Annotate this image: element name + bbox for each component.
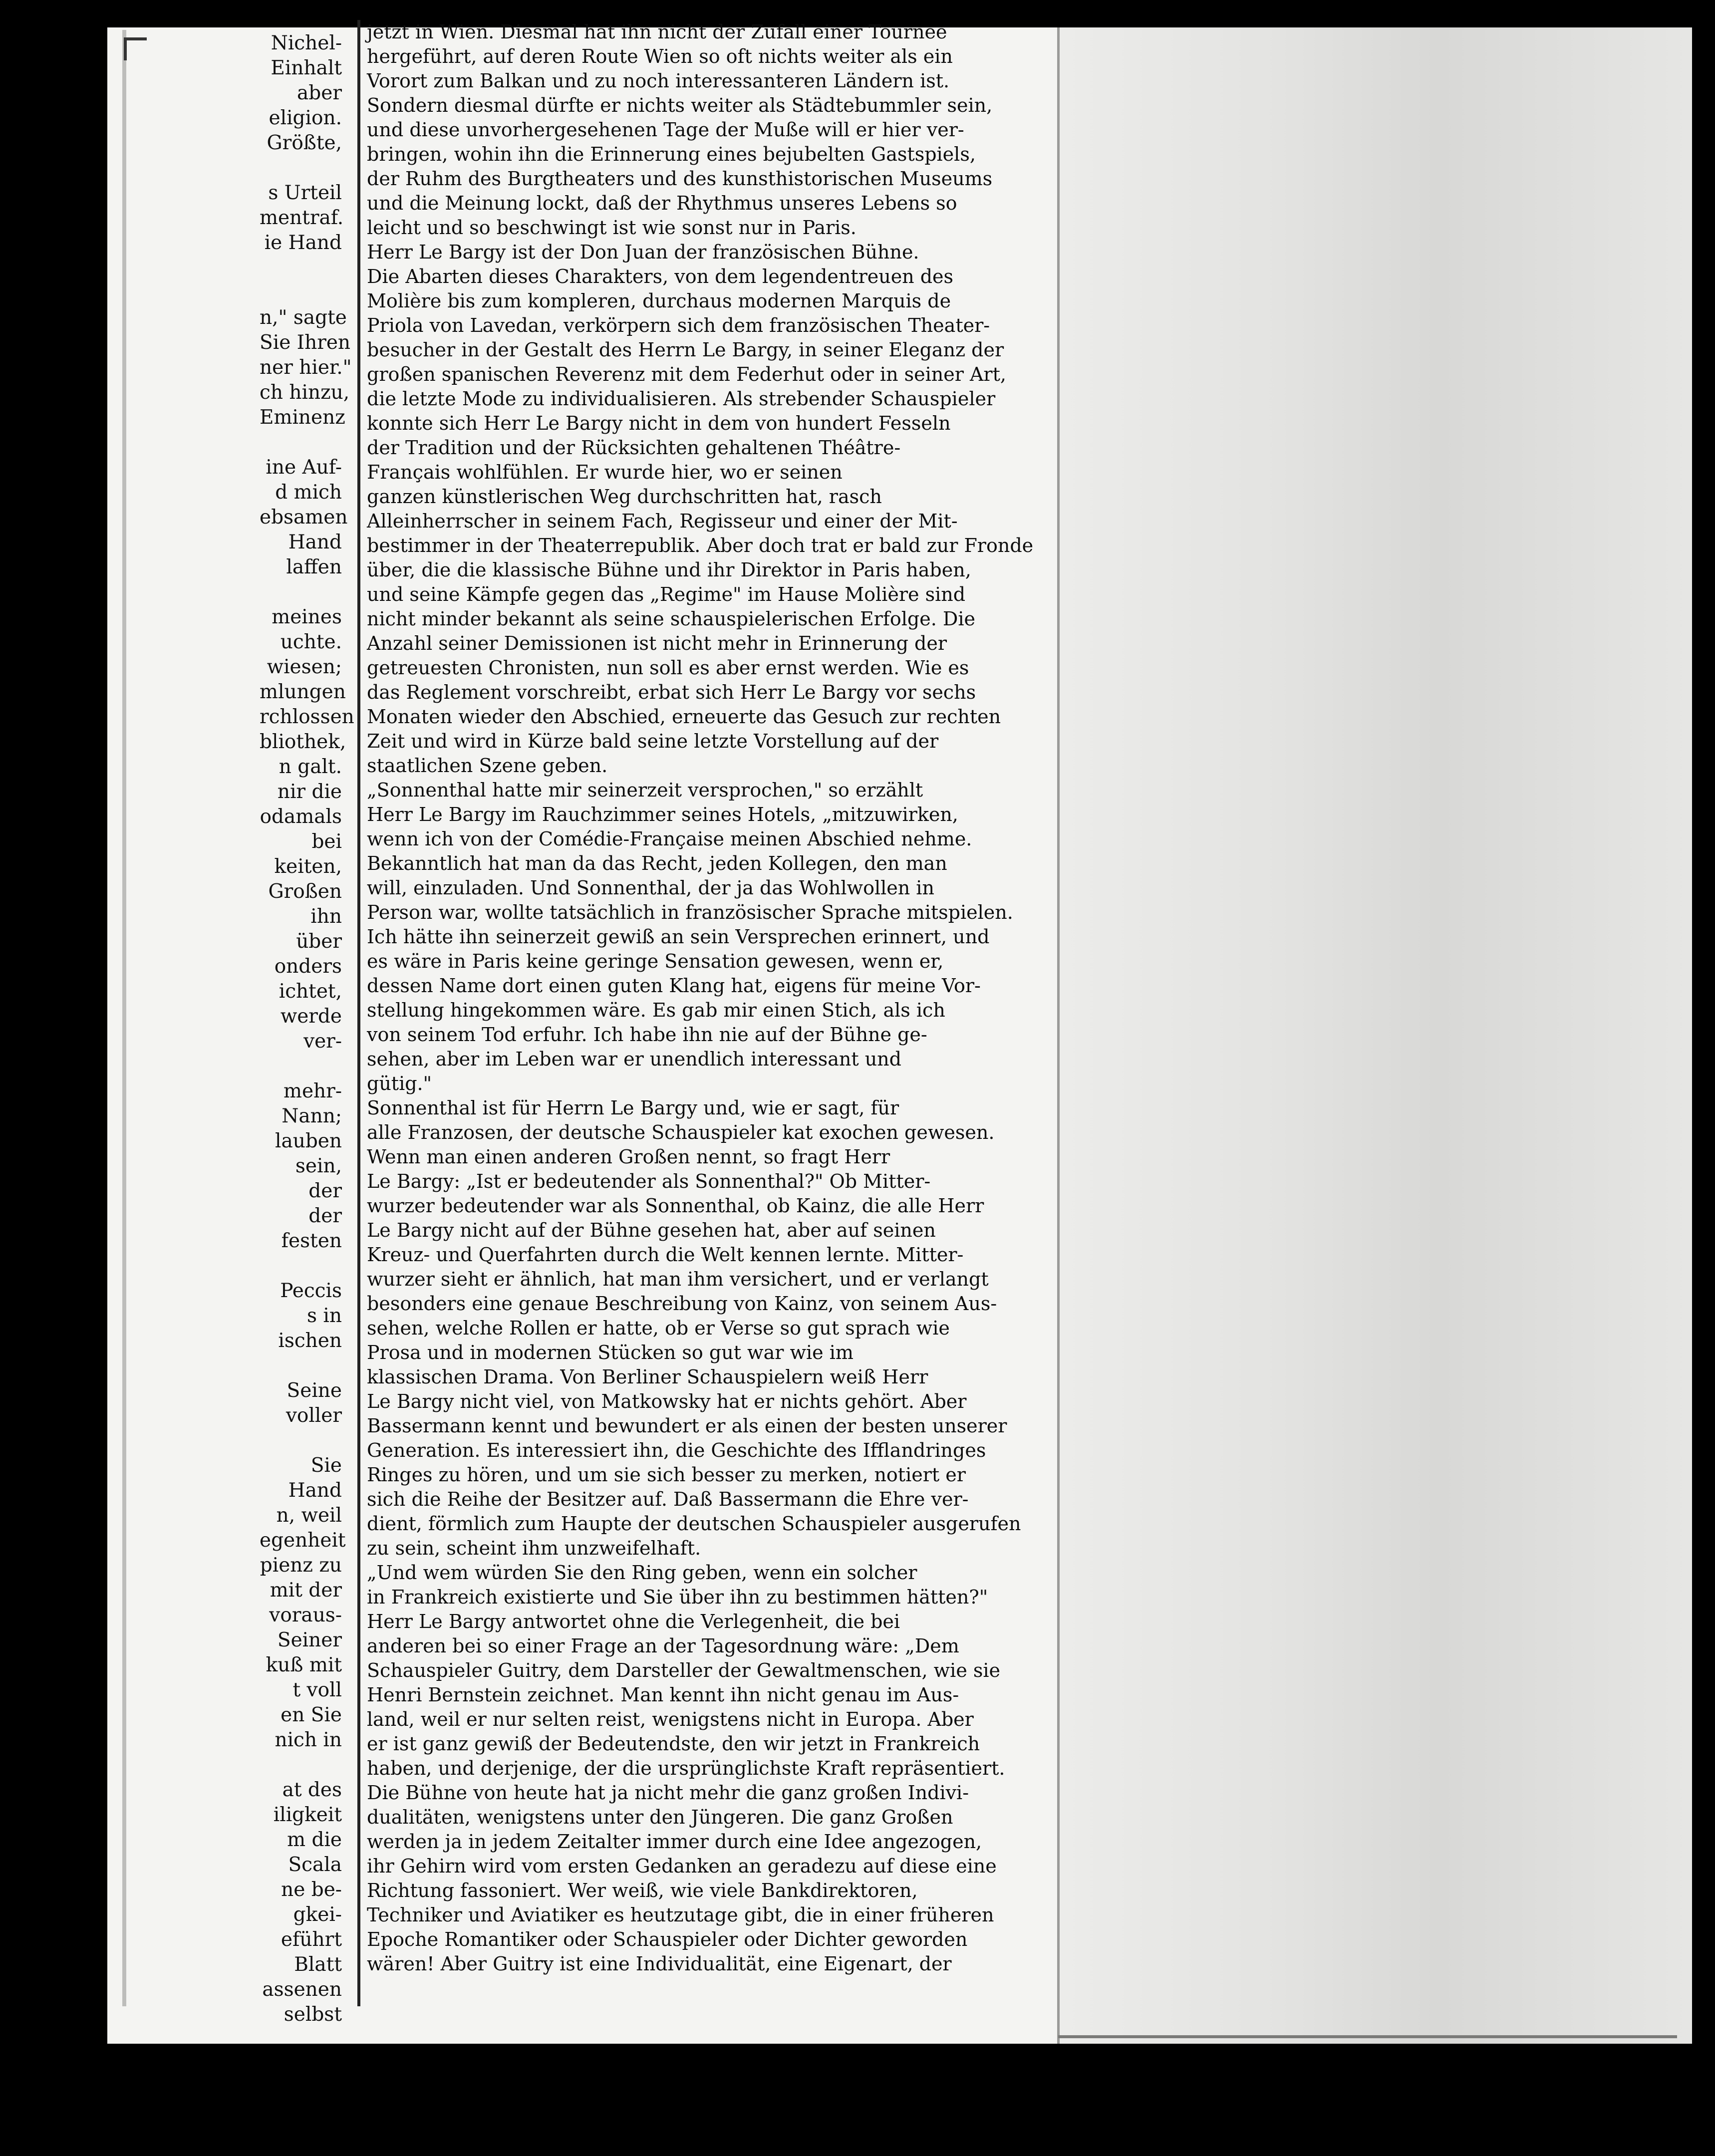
article-text-line: hergeführt, auf deren Route Wien so oft nichts weiter als ein xyxy=(367,45,953,67)
side-column-text-line: voraus- xyxy=(269,1604,342,1626)
article-text-line: werden ja in jedem Zeitalter immer durch eine Idee angezogen, xyxy=(367,1831,982,1853)
side-column-text-line: nich in xyxy=(275,1729,342,1751)
article-text-line: sehen, welche Rollen er hatte, ob er Verse so gut sprach wie xyxy=(367,1317,950,1339)
side-column-text-line: bei xyxy=(311,830,342,853)
side-column-text-line: kuß mit xyxy=(266,1654,342,1676)
side-column-text-line: Seine xyxy=(286,1379,342,1402)
article-text-line: jetzt in Wien. Diesmal hat ihn nicht der Zufall einer Tournee xyxy=(367,21,947,43)
article-text-line: staatlichen Szene geben. xyxy=(367,755,608,777)
side-column-text-line: eligion. xyxy=(269,107,342,129)
side-column-text-line: rchlossen xyxy=(260,706,354,728)
article-text-line: Sonnenthal ist für Herrn Le Bargy und, wie er sagt, für xyxy=(367,1097,899,1119)
left-page-edge xyxy=(122,30,126,2006)
mount-bottom-rule xyxy=(1058,2035,1677,2038)
article-text-line: Henri Bernstein zeichnet. Man kennt ihn nicht genau im Aus- xyxy=(367,1684,959,1706)
side-column-text-line: ebsamen xyxy=(260,506,348,529)
article-text-line: Monaten wieder den Abschied, erneuerte das Gesuch zur rechten xyxy=(367,706,1001,728)
article-text-line: Generation. Es interessiert ihn, die Geschichte des Ifflandringes xyxy=(367,1439,986,1461)
side-column-text-line: ne be- xyxy=(281,1879,342,1901)
article-text-line: land, weil er nur selten reist, wenigstens nicht in Europa. Aber xyxy=(367,1708,974,1730)
side-column-text-line: festen xyxy=(281,1230,342,1252)
article-text-line: bringen, wohin ihn die Erinnerung eines bejubelten Gastspiels, xyxy=(367,143,976,165)
article-text-line: dient, förmlich zum Haupte der deutschen Schauspieler ausgerufen xyxy=(367,1513,1021,1535)
main-article-column xyxy=(367,20,1034,1976)
side-column-text-line: Peccis xyxy=(280,1280,342,1302)
article-text-line: Ringes zu hören, und um sie sich besser zu merken, notiert er xyxy=(367,1464,966,1486)
side-column-text-line: der xyxy=(308,1205,342,1227)
article-text-line: großen spanischen Reverenz mit dem Federhut oder in seiner Art, xyxy=(367,363,1006,385)
side-column-text-line: Seiner xyxy=(277,1629,342,1651)
article-text-line: Schauspieler Guitry, dem Darsteller der Gewaltmenschen, wie sie xyxy=(367,1659,1001,1681)
article-text-line: die letzte Mode zu individualisieren. Als strebender Schauspieler xyxy=(367,388,996,410)
side-column-text-line: mlungen xyxy=(260,681,346,703)
article-text-line: über, die die klassische Bühne und ihr Direktor in Paris haben, xyxy=(367,559,971,581)
article-text-line: will, einzuladen. Und Sonnenthal, der ja das Wohlwollen in xyxy=(367,877,934,899)
side-column-text-line: at des xyxy=(282,1779,342,1801)
article-text-line: gütig." xyxy=(367,1073,432,1094)
clipping-right-edge xyxy=(1057,27,1060,2044)
side-column-text-line: odamals xyxy=(260,806,342,828)
article-text-line: Alleinherrscher in seinem Fach, Regisseur und einer der Mit- xyxy=(367,510,958,532)
side-column-text-line: aber xyxy=(297,82,342,104)
side-column-text-line: n," sagte xyxy=(260,306,347,329)
blank-mount-area xyxy=(1058,27,1692,2044)
side-column-text-line: n, weil xyxy=(276,1504,342,1527)
side-column-text-line: gkei- xyxy=(293,1903,342,1926)
article-text-line: getreuesten Chronisten, nun soll es aber ernst werden. Wie es xyxy=(367,657,969,679)
article-text-line: Anzahl seiner Demissionen ist nicht mehr in Erinnerung der xyxy=(367,632,947,654)
article-text-line: klassischen Drama. Von Berliner Schauspielern weiß Herr xyxy=(367,1366,928,1388)
side-column-text-line: onders xyxy=(274,955,342,978)
side-column-text-line: werde xyxy=(280,1005,342,1028)
side-column-text-line: s in xyxy=(306,1305,342,1327)
article-text-line: der Tradition und der Rücksichten gehaltenen Théâtre- xyxy=(367,437,901,459)
article-text-line: Molière bis zum kompleren, durchaus modernen Marquis de xyxy=(367,290,951,312)
side-column-text-line: mentraf. xyxy=(260,207,344,229)
article-text-line: Bekanntlich hat man da das Recht, jeden Kollegen, den man xyxy=(367,852,947,874)
side-column-text-line: ver- xyxy=(303,1030,342,1053)
article-text-line: Kreuz- und Querfahrten durch die Welt kennen lernte. Mitter- xyxy=(367,1244,964,1266)
side-column-text-line: Größte, xyxy=(267,132,342,154)
side-column-text-line: ischen xyxy=(278,1330,342,1352)
article-text-line: besonders eine genaue Beschreibung von Kainz, von seinem Aus- xyxy=(367,1293,997,1315)
side-column-text-line: t voll xyxy=(292,1679,342,1701)
side-column-text-line: bliothek, xyxy=(260,731,346,753)
article-text-line: wurzer sieht er ähnlich, hat man ihm versichert, und er verlangt xyxy=(367,1268,989,1290)
paragraph-gap xyxy=(260,1054,342,1079)
article-text-line: wenn ich von der Comédie-Française meinen Abschied nehme. xyxy=(367,828,972,850)
side-column-text-line: keiten, xyxy=(274,855,342,878)
side-column-text-line: Einhalt xyxy=(271,57,342,79)
article-text-line: Richtung fassoniert. Wer weiß, wie viele Bankdirektoren, xyxy=(367,1880,918,1901)
left-cut-off-column xyxy=(260,31,354,2026)
paragraph-gap xyxy=(260,156,342,181)
article-text-line: und seine Kämpfe gegen das „Regime" im Hause Molière sind xyxy=(367,583,966,605)
article-text-line: Techniker und Aviatiker es heutzutage gibt, die in einer früheren xyxy=(367,1904,994,1926)
side-column-text-line: ch hinzu, xyxy=(260,381,350,404)
article-text-line: Epoche Romantiker oder Schauspieler oder Dichter geworden xyxy=(367,1928,968,1950)
article-text-line: Bassermann kennt und bewundert er als einen der besten unserer xyxy=(367,1415,1007,1437)
side-column-text-line: voller xyxy=(286,1404,342,1427)
article-text-line: Die Bühne von heute hat ja nicht mehr die ganz großen Indivi- xyxy=(367,1782,969,1804)
article-text-line: Sondern diesmal dürfte er nichts weiter als Städtebummler sein, xyxy=(367,94,993,116)
side-column-text-line: nir die xyxy=(277,781,342,803)
side-column-text-line: wiesen; xyxy=(267,656,342,678)
article-text-line: Herr Le Bargy antwortet ohne die Verlegenheit, die bei xyxy=(367,1611,900,1632)
side-column-text-line: sein, xyxy=(295,1155,342,1177)
article-text-line: Le Bargy: „Ist er bedeutender als Sonnenthal?" Ob Mitter- xyxy=(367,1170,931,1192)
side-column-text-line: Großen xyxy=(268,880,342,903)
side-column-text-line: pienz zu xyxy=(260,1554,342,1577)
side-column-text-line: über xyxy=(296,930,342,953)
side-column-text-line: lauben xyxy=(275,1130,342,1152)
article-text-line: und diese unvorhergesehenen Tage der Muße will er hier ver- xyxy=(367,119,964,141)
side-column-text-line: d mich xyxy=(275,481,342,504)
article-text-line: Zeit und wird in Kürze bald seine letzte Vorstellung auf der xyxy=(367,730,939,752)
side-column-text-line: uchte. xyxy=(280,631,342,653)
article-text-line: sehen, aber im Leben war er unendlich interessant und xyxy=(367,1048,901,1070)
article-text-line: Le Bargy nicht viel, von Matkowsky hat er nichts gehört. Aber xyxy=(367,1390,967,1412)
article-text-line: nicht minder bekannt als seine schauspielerischen Erfolge. Die xyxy=(367,608,976,630)
column-divider-rule xyxy=(357,20,360,2006)
side-column-text-line: ie Hand xyxy=(264,232,342,254)
side-column-text-line: ihn xyxy=(310,905,342,928)
article-text-line: anderen bei so einer Frage an der Tagesordnung wäre: „Dem xyxy=(367,1635,959,1657)
side-column-text-line: Blatt xyxy=(294,1953,342,1976)
side-column-text-line: ner hier." xyxy=(260,356,352,379)
article-text-line: leicht und so beschwingt ist wie sonst nur in Paris. xyxy=(367,217,857,239)
article-text-line: „Sonnenthal hatte mir seinerzeit versprochen," so erzählt xyxy=(367,779,923,801)
side-column-text-line: Sie xyxy=(310,1454,342,1477)
side-column-text-line: laffen xyxy=(286,556,342,578)
side-column-text-line: Nann; xyxy=(282,1105,342,1127)
article-text-line: dualitäten, wenigstens unter den Jüngeren. Die ganz Großen xyxy=(367,1806,953,1828)
article-text-line: ganzen künstlerischen Weg durchschritten hat, rasch xyxy=(367,486,882,508)
article-text-line: Le Bargy nicht auf der Bühne gesehen hat, aber auf seinen xyxy=(367,1219,936,1241)
side-column-text-line: selbst xyxy=(284,2003,342,2026)
side-column-text-line: Sie Ihren xyxy=(260,331,351,354)
corner-bracket-mark xyxy=(124,37,147,60)
article-text-line: sich die Reihe der Besitzer auf. Daß Bassermann die Ehre ver- xyxy=(367,1488,969,1510)
article-text-line: in Frankreich existierte und Sie über ihn zu bestimmen hätten?" xyxy=(367,1586,988,1608)
paragraph-gap xyxy=(260,1254,342,1279)
paragraph-gap xyxy=(260,256,342,280)
article-text-line: der Ruhm des Burgtheaters und des kunsthistorischen Museums xyxy=(367,168,993,190)
article-text-line: wären! Aber Guitry ist eine Individualität, eine Eigenart, der xyxy=(367,1953,952,1975)
side-column-text-line: eführt xyxy=(281,1928,342,1951)
article-text-line: Herr Le Bargy ist der Don Juan der französischen Bühne. xyxy=(367,241,919,263)
paragraph-gap xyxy=(260,430,342,455)
article-text-line: und die Meinung lockt, daß der Rhythmus unseres Lebens so xyxy=(367,192,957,214)
side-column-text-line: Eminenz xyxy=(260,406,345,429)
article-text-line: Prosa und in modernen Stücken so gut war wie im xyxy=(367,1342,854,1363)
article-text-line: von seinem Tod erfuhr. Ich habe ihn nie auf der Bühne ge- xyxy=(367,1024,927,1046)
article-text-line: Person war, wollte tatsächlich in französischer Sprache mitspielen. xyxy=(367,901,1013,923)
side-column-text-line: egenheit xyxy=(260,1529,346,1552)
article-text-line: Ich hätte ihn seinerzeit gewiß an sein Versprechen erinnert, und xyxy=(367,926,990,948)
article-text-line: bestimmer in der Theaterrepublik. Aber doch trat er bald zur Fronde xyxy=(367,535,1034,556)
article-text-line: alle Franzosen, der deutsche Schauspieler kat exochen gewesen. xyxy=(367,1121,995,1143)
paragraph-gap xyxy=(260,1753,342,1778)
side-column-text-line: m die xyxy=(287,1829,342,1851)
article-text-line: wurzer bedeutender war als Sonnenthal, ob Kainz, die alle Herr xyxy=(367,1195,984,1217)
side-column-text-line: s Urteil xyxy=(268,182,342,204)
side-column-text-line: mehr- xyxy=(284,1080,342,1102)
article-text-line: konnte sich Herr Le Bargy nicht in dem von hundert Fesseln xyxy=(367,412,951,434)
article-text-line: Priola von Lavedan, verkörpern sich dem französischen Theater- xyxy=(367,314,990,336)
side-column-text-line: meines xyxy=(272,606,342,628)
article-text-line: haben, und derjenige, der die ursprünglichste Kraft repräsentiert. xyxy=(367,1757,1005,1779)
side-column-text-line: Hand xyxy=(288,1479,342,1502)
article-text-line: er ist ganz gewiß der Bedeutendste, den wir jetzt in Frankreich xyxy=(367,1733,980,1755)
article-text-line: besucher in der Gestalt des Herrn Le Bargy, in seiner Eleganz der xyxy=(367,339,1004,361)
article-text-line: zu sein, scheint ihm unzweifelhaft. xyxy=(367,1537,701,1559)
paragraph-gap xyxy=(260,1353,342,1378)
article-text-line: Vorort zum Balkan und zu noch interessanteren Ländern ist. xyxy=(367,70,950,92)
article-text-line: Wenn man einen anderen Großen nennt, so fragt Herr xyxy=(367,1146,890,1168)
side-column-text-line: ine Auf- xyxy=(266,456,342,479)
paragraph-gap xyxy=(260,580,342,605)
article-text-line: Die Abarten dieses Charakters, von dem legendentreuen des xyxy=(367,266,954,287)
side-column-text-line: ichtet, xyxy=(279,980,342,1003)
paragraph-gap xyxy=(260,1428,342,1453)
article-text-line: das Reglement vorschreibt, erbat sich Herr Le Bargy vor sechs xyxy=(367,681,976,703)
side-column-text-line: der xyxy=(308,1180,342,1202)
side-column-text-line: mit der xyxy=(270,1579,342,1602)
article-text-line: Français wohlfühlen. Er wurde hier, wo er seinen xyxy=(367,461,843,483)
article-text-line: ihr Gehirn wird vom ersten Gedanken an geradezu auf diese eine xyxy=(367,1855,997,1877)
side-column-text-line: n galt. xyxy=(279,756,342,778)
side-column-text-line: assenen xyxy=(262,1978,342,2001)
side-column-text-line: Scala xyxy=(288,1854,342,1876)
side-column-text-line: Hand xyxy=(288,531,342,553)
article-text-line: dessen Name dort einen guten Klang hat, eigens für meine Vor- xyxy=(367,975,981,997)
side-column-text-line: Nichel- xyxy=(271,32,342,54)
side-column-text-line: en Sie xyxy=(281,1704,342,1726)
article-text-line: stellung hingekommen wäre. Es gab mir einen Stich, als ich xyxy=(367,999,945,1021)
article-text-line: Herr Le Bargy im Rauchzimmer seines Hotels, „mitzuwirken, xyxy=(367,804,958,825)
article-text-line: „Und wem würden Sie den Ring geben, wenn ein solcher xyxy=(367,1562,917,1584)
side-column-text-line: iligkeit xyxy=(273,1804,342,1826)
paragraph-gap xyxy=(260,280,342,305)
article-text-line: es wäre in Paris keine geringe Sensation gewesen, wenn er, xyxy=(367,950,944,972)
